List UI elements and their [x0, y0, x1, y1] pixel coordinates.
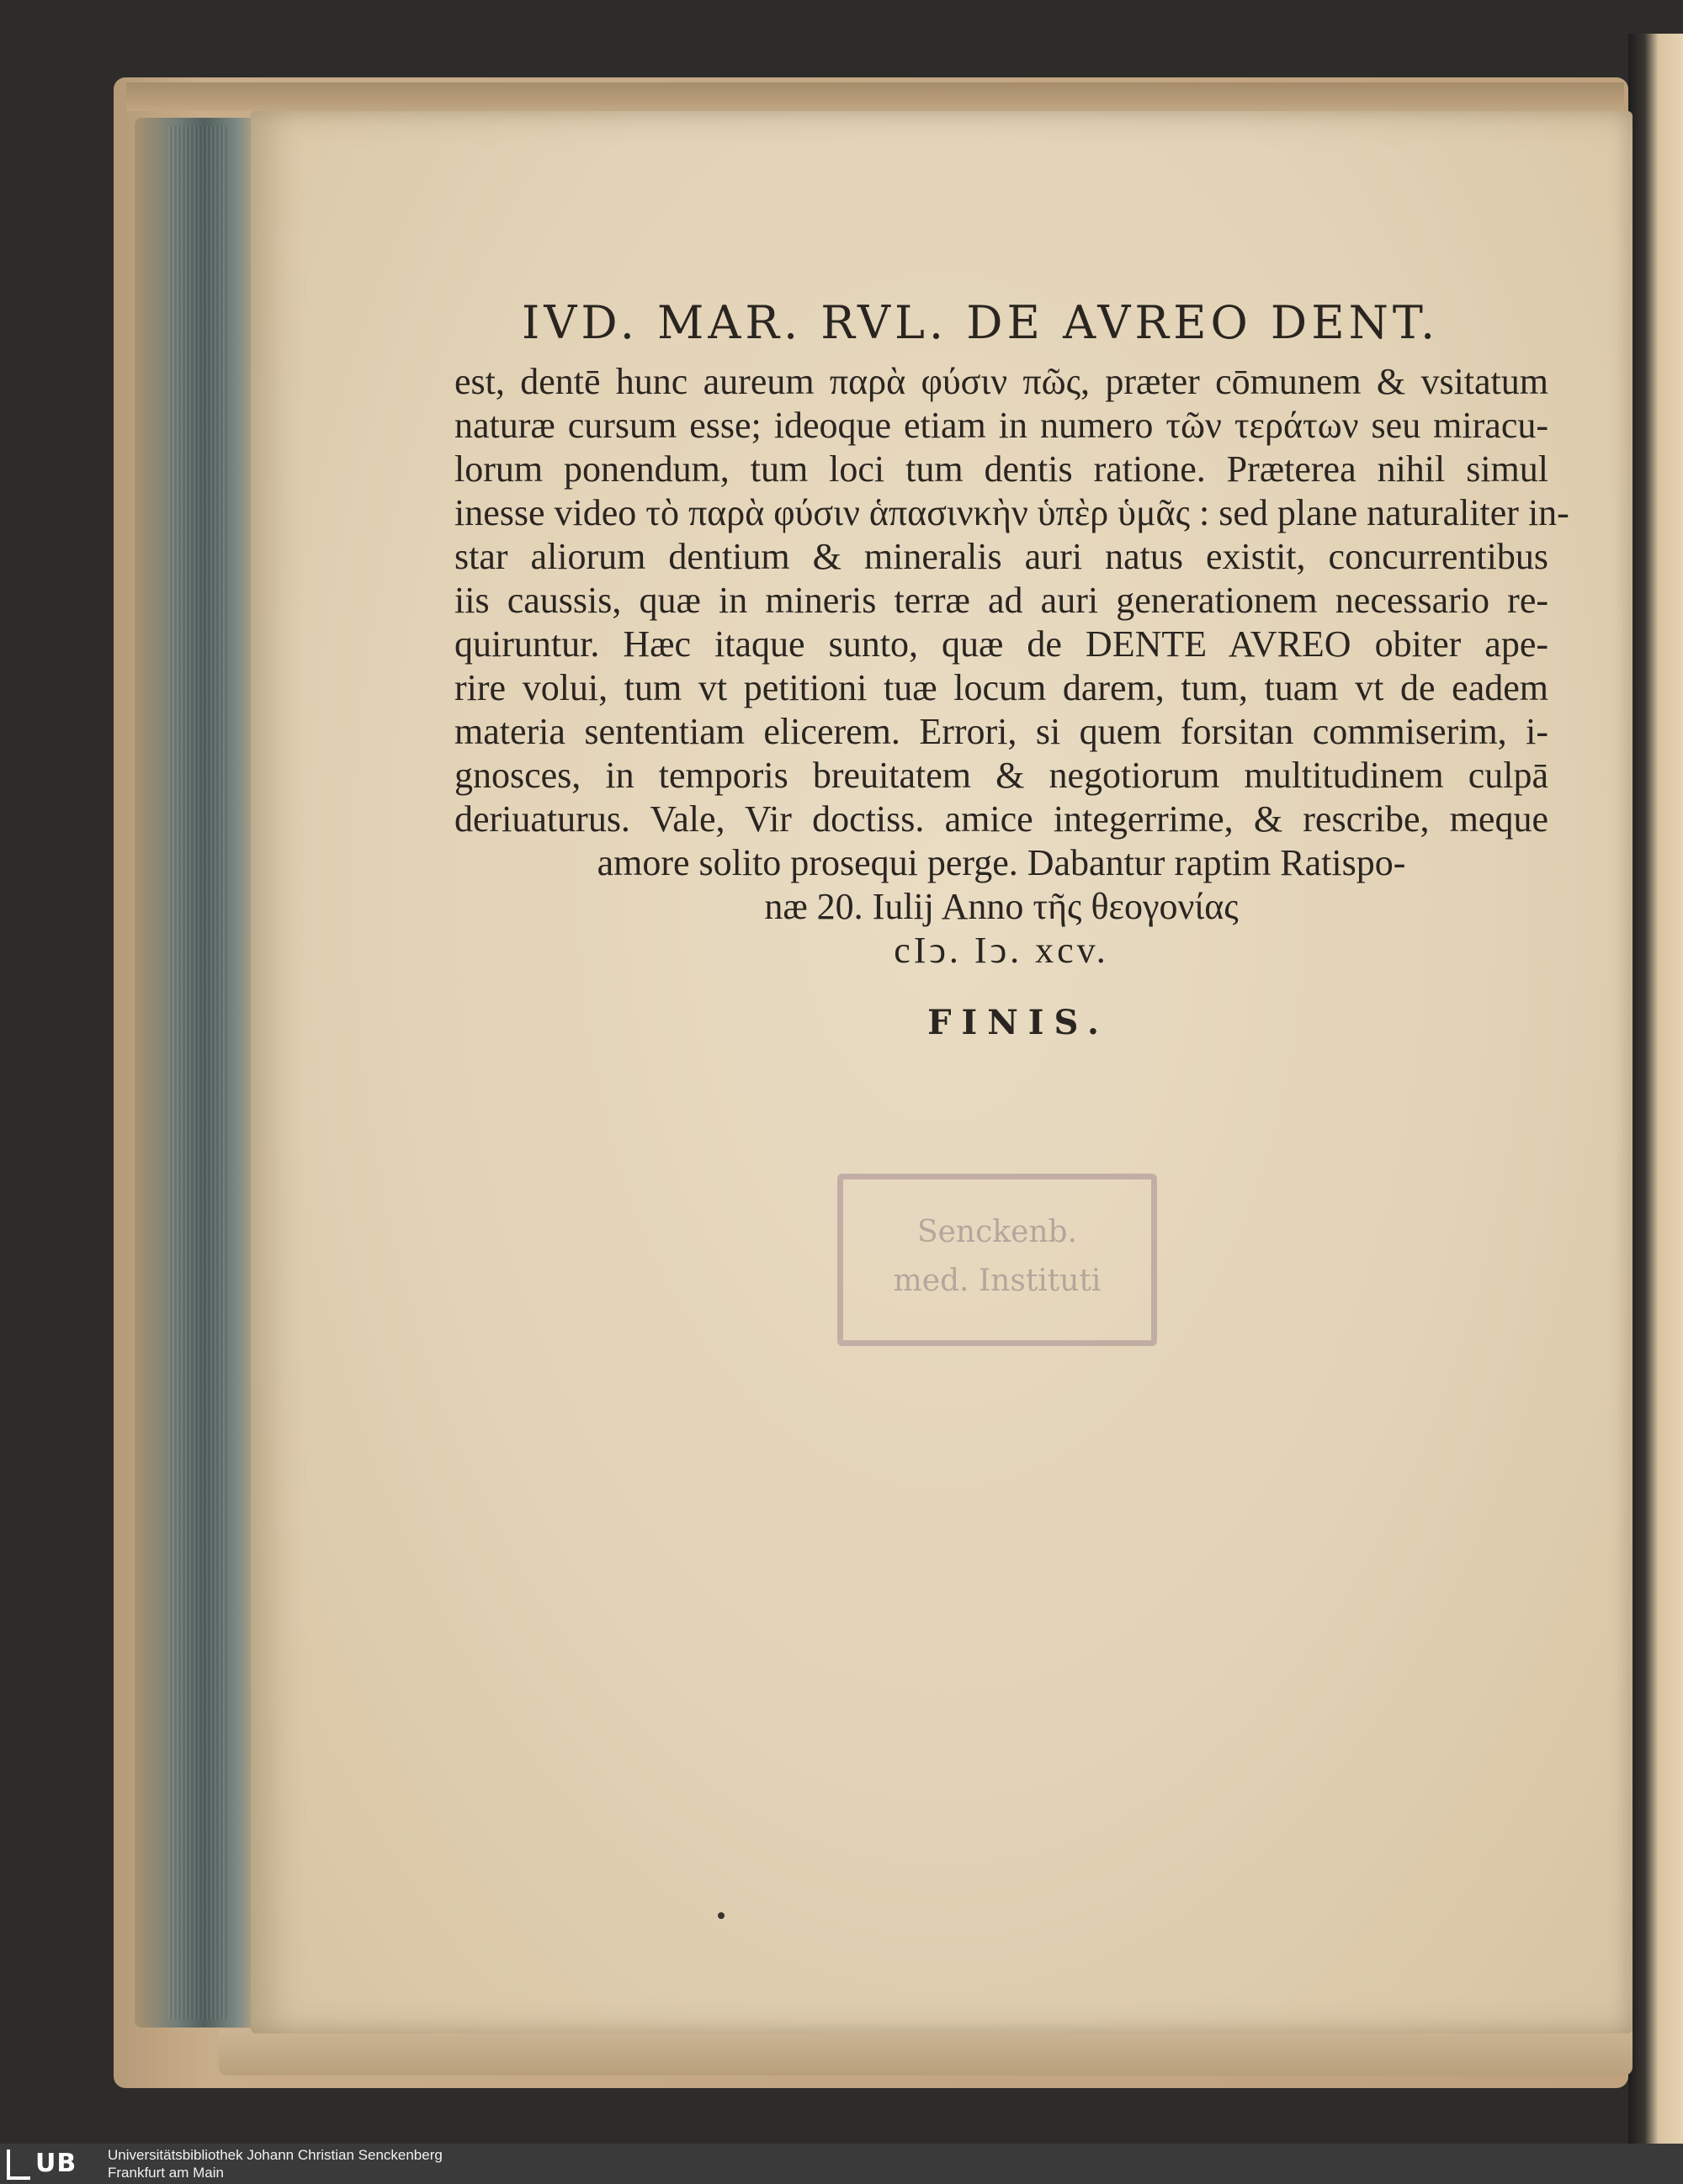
- text-line: lorum ponendum, tum loci tum dentis ratione. Præterea nihil simul: [454, 448, 1548, 490]
- ink-dot: [718, 1912, 725, 1919]
- ub-logo-text: UB: [35, 2149, 77, 2178]
- ub-logo-icon: [7, 2150, 30, 2180]
- ub-logo: [7, 2147, 91, 2181]
- running-head: IVD. MAR. RVL. DE AVREO DENT.: [522, 296, 1440, 349]
- facing-page-strip: [1628, 34, 1683, 2144]
- footer-line: Universitätsbibliothek Johann Christian Senckenberg: [108, 2147, 443, 2163]
- library-stamp: [837, 1174, 1157, 1346]
- text-line: rire volui, tum vt petitioni tuæ locum darem, tum, tuam vt de eadem: [454, 667, 1548, 708]
- date-line: næ 20. Iulij Anno τῆς θεογονίας: [764, 886, 1239, 927]
- page-edges-texture: [168, 126, 227, 2019]
- cover-top-edge: [126, 82, 1624, 111]
- text-line: star aliorum dentium & mineralis auri natus existit, concurrentibus: [454, 536, 1548, 577]
- text-line: est, dentē hunc aureum παρὰ φύσιν πῶς, præter cōmunem & vsitatum: [454, 361, 1548, 402]
- footer-text: [108, 2146, 443, 2181]
- year-line: cIↄ. Iↄ. xcv.: [894, 930, 1109, 971]
- text-line: gnosces, in temporis breuitatem & negotiorum multitudinem culpā: [454, 755, 1548, 796]
- footer-line: Frankfurt am Main: [108, 2165, 224, 2181]
- text-line: iis caussis, quæ in mineris terræ ad auri generationem necessario re-: [454, 580, 1548, 621]
- body-text: [454, 360, 1569, 841]
- stamp-line: Senckenb.: [916, 1215, 1078, 1249]
- text-line: quiruntur. Hæc itaque sunto, quæ de DENTE AVREO obiter ape-: [454, 623, 1548, 665]
- closing-line: amore solito prosequi perge. Dabantur raptim Ratispo-: [597, 842, 1406, 883]
- text-line: naturæ cursum esse; ideoque etiam in numero τῶν τεράτων seu miracu-: [454, 405, 1548, 446]
- text-line: materia sententiam elicerem. Errori, si quem forsitan commiserim, i-: [454, 711, 1548, 752]
- stamp-line: med. Instituti: [893, 1264, 1102, 1298]
- text-line: deriuaturus. Vale, Vir doctiss. amice integerrime, & rescribe, meque: [454, 798, 1548, 840]
- finis-mark: FINIS.: [927, 1003, 1109, 1042]
- library-footer: [0, 2144, 1683, 2184]
- page-bottom-edge: [219, 2029, 1633, 2075]
- text-line: inesse video τὸ παρὰ φύσιν ἁπασινκὴν ὑπὲρ ὑμᾶς : sed plane naturaliter in-: [454, 492, 1569, 533]
